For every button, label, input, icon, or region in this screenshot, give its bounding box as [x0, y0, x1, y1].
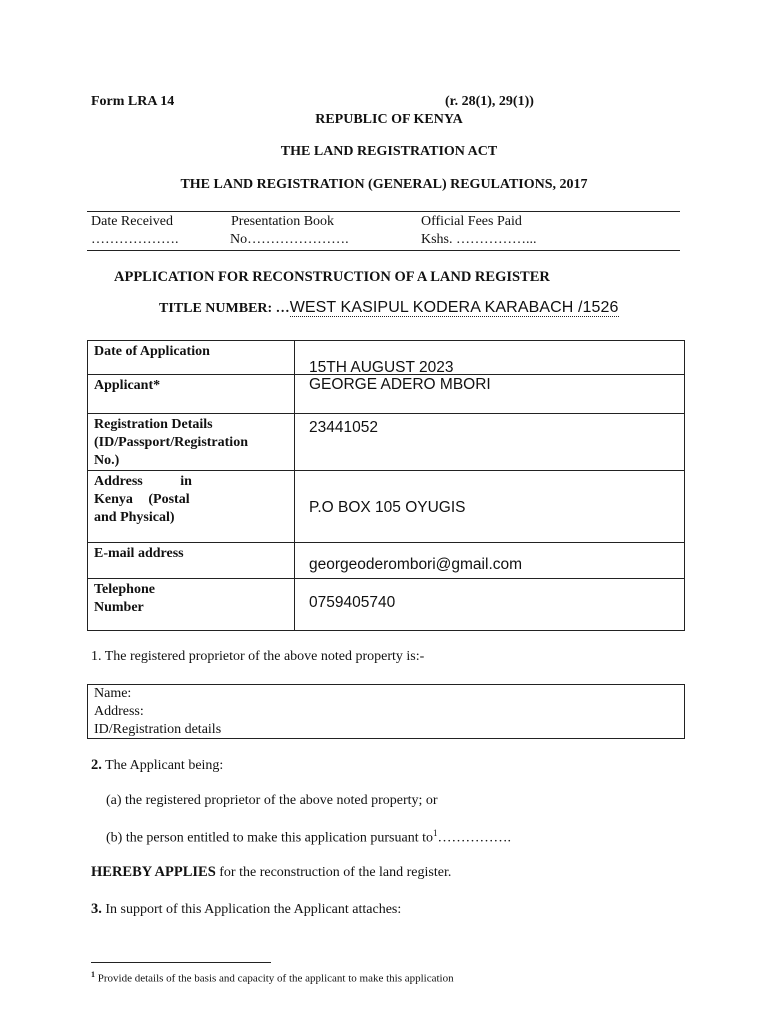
proprietor-id-label: ID/Registration details	[94, 722, 222, 737]
applicant-label: Applicant*	[88, 375, 295, 414]
table-row	[88, 414, 685, 471]
date-of-application-label: Date of Application	[88, 341, 295, 375]
telephone-label: Telephone Number	[88, 579, 295, 631]
section-1-text: 1. The registered proprietor of the above noted property is:-	[91, 649, 425, 664]
form-number: Form LRA 14	[91, 94, 175, 109]
footnote-text: Provide details of the basis and capacity of the applicant to make this application	[95, 972, 454, 985]
applicant-value: GEORGE ADERO MBORI	[309, 376, 491, 393]
registration-details-cell	[295, 414, 685, 471]
title-number-value: WEST KASIPUL KODERA KARABACH /1526	[289, 299, 619, 316]
hereby-applies	[91, 864, 451, 881]
section-2	[91, 757, 223, 774]
section-2-text: The Applicant being:	[105, 758, 224, 773]
table-row	[88, 543, 685, 579]
act-heading: THE LAND REGISTRATION ACT	[280, 144, 498, 159]
proprietor-name-label: Name:	[94, 686, 132, 701]
date-of-application-cell	[295, 341, 685, 375]
section-3-number: 3.	[91, 901, 102, 917]
footnote-marker: 1	[91, 970, 95, 979]
date-of-application-value: 15TH AUGUST 2023	[309, 359, 454, 376]
address-cell	[295, 471, 685, 543]
telephone-cell	[295, 579, 685, 631]
table-row	[88, 471, 685, 543]
date-received-label: Date Received	[91, 214, 174, 229]
proprietor-box	[87, 684, 685, 739]
option-b-dots: …………….	[437, 830, 511, 846]
section-3	[91, 901, 401, 918]
registration-details-value: 23441052	[309, 419, 378, 436]
footnote	[91, 970, 454, 985]
option-b	[106, 828, 511, 847]
date-received-field: ……………….	[91, 232, 179, 247]
section-2-number: 2.	[91, 757, 102, 773]
fees-field: Kshs. ……………...	[421, 232, 537, 247]
section-3-text: In support of this Application the Applicant attaches:	[105, 902, 402, 917]
telephone-value: 0759405740	[309, 594, 396, 611]
option-b-text: (b) the person entitled to make this application pursuant to	[106, 830, 433, 846]
option-b-footnote-ref: 1	[432, 828, 438, 838]
presentation-book-field: No………………….	[230, 232, 349, 247]
title-number-label: TITLE NUMBER: …	[159, 301, 290, 316]
table-row	[88, 375, 685, 414]
address-label: Address in Kenya (Postal and Physical)	[88, 471, 295, 543]
address-value: P.O BOX 105 OYUGIS	[309, 498, 466, 516]
proprietor-address-label: Address:	[94, 704, 144, 719]
email-label: E-mail address	[88, 543, 295, 579]
applicant-cell	[295, 375, 685, 414]
option-a: (a) the registered proprietor of the above noted property; or	[106, 793, 438, 808]
footnote-rule	[91, 962, 271, 963]
application-heading: APPLICATION FOR RECONSTRUCTION OF A LAND REGISTER	[114, 269, 550, 285]
fees-label: Official Fees Paid	[421, 214, 522, 229]
divider-top	[87, 211, 680, 212]
republic-heading: REPUBLIC OF KENYA	[315, 112, 463, 127]
registration-details-label: Registration Details (ID/Passport/Registration No.)	[88, 414, 295, 471]
email-value: georgeoderombori@gmail.com	[309, 556, 523, 573]
application-details-table	[87, 340, 685, 631]
hereby-applies-text: for the reconstruction of the land register.	[215, 865, 452, 880]
presentation-book-label: Presentation Book	[231, 214, 335, 229]
table-row	[88, 341, 685, 375]
table-row	[88, 579, 685, 631]
title-number	[159, 299, 619, 317]
rule-reference: (r. 28(1), 29(1))	[445, 94, 534, 109]
email-cell	[295, 543, 685, 579]
regulations-heading: THE LAND REGISTRATION (GENERAL) REGULATIONS, 2017	[180, 177, 588, 192]
hereby-applies-bold: HEREBY APPLIES	[91, 864, 216, 880]
divider-bottom	[87, 250, 680, 251]
